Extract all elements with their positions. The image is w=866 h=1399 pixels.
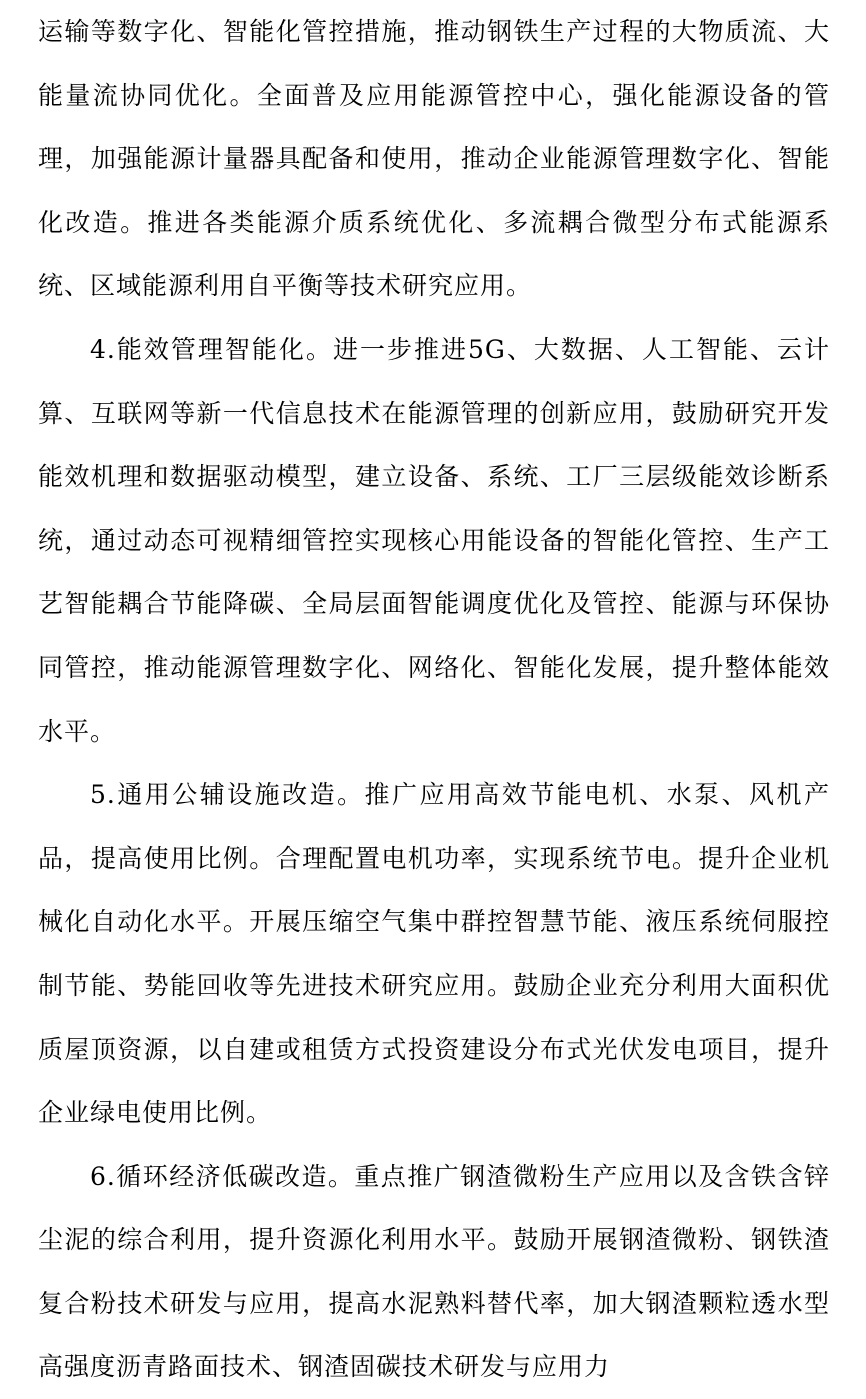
paragraph-heading: 5.通用公辅设施改造。 xyxy=(90,780,365,810)
paragraph-circular-economy xyxy=(38,1145,830,1399)
paragraph-utility-facilities xyxy=(38,763,830,1145)
paragraph-heading: 4.能效管理智能化。 xyxy=(90,334,333,364)
paragraph-body: 重点推广钢渣微粉生产应用以及含铁含锌尘泥的综合利用，提升资源化利用水平。鼓励开展钢渣微粉、钢铁渣复合粉技术研发与应用，提高水泥熟料替代率，加大钢渣颗粒透水型高强度沥青路面技术、钢渣固碳技术研发与应用力 xyxy=(38,1161,830,1382)
paragraph-body: 运输等数字化、智能化管控措施，推动钢铁生产过程的大物质流、大能量流协同优化。全面普及应用能源管控中心，强化能源设备的管理，加强能源计量器具配备和使用，推动企业能源管理数字化、智能化改造。推进各类能源介质系统优化、多流耦合微型分布式能源系统、区域能源利用自平衡等技术研究应用。 xyxy=(38,17,830,301)
paragraph-heading: 6.循环经济低碳改造。 xyxy=(90,1161,355,1191)
paragraph-energy-efficiency xyxy=(38,318,830,763)
paragraph-body: 进一步推进5G、大数据、人工智能、云计算、互联网等新一代信息技术在能源管理的创新应用，鼓励研究开发能效机理和数据驱动模型，建立设备、系统、工厂三层级能效诊断系统，通过动态可视精细管控实现核心用能设备的智能化管控、生产工艺智能耦合节能降碳、全局层面智能调度优化及管控、能源与环保协同管控，推动能源管理数字化、网络化、智能化发展，提升整体能效水平。 xyxy=(38,334,830,746)
paragraph-continuation xyxy=(38,0,830,318)
document-page xyxy=(38,0,830,1399)
paragraph-body: 推广应用高效节能电机、水泵、风机产品，提高使用比例。合理配置电机功率，实现系统节电。提升企业机械化自动化水平。开展压缩空气集中群控智慧节能、液压系统伺服控制节能、势能回收等先进技术研究应用。鼓励企业充分利用大面积优质屋顶资源，以自建或租赁方式投资建设分布式光伏发电项目，提升企业绿电使用比例。 xyxy=(38,780,830,1128)
